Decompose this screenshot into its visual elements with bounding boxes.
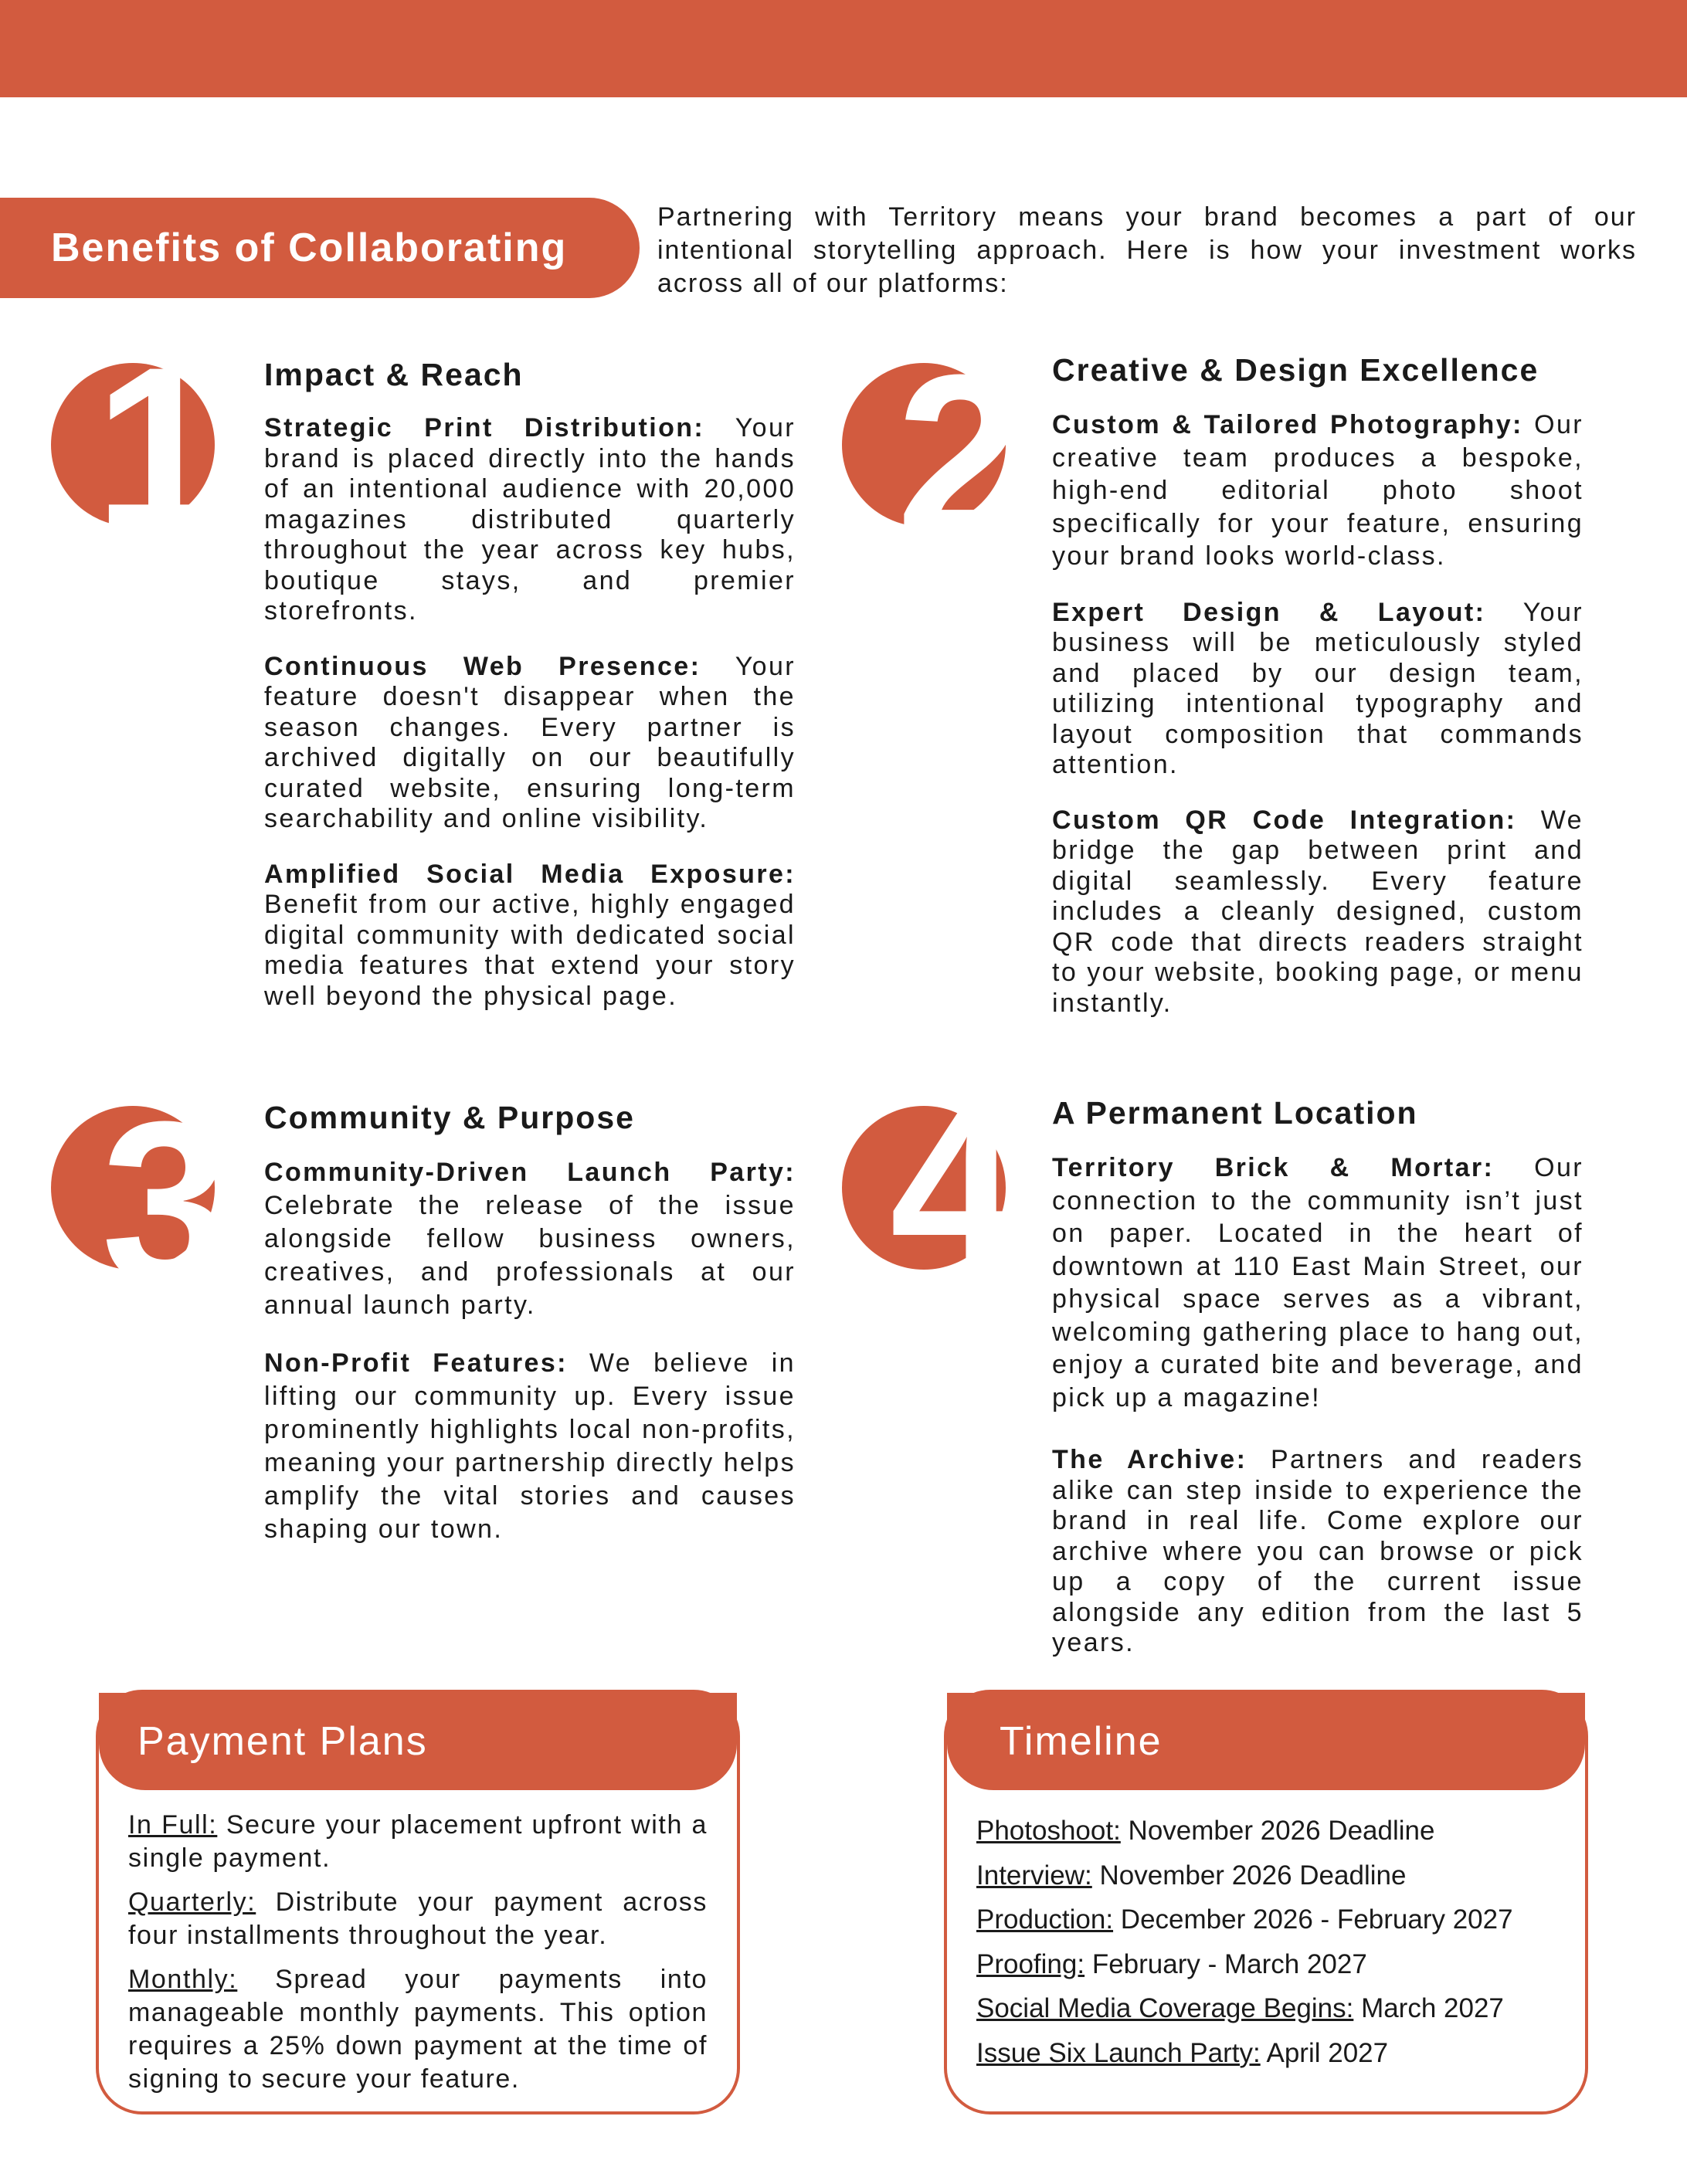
benefit-item: The Archive: Partners and readers alike can step inside to experience the brand in real life. Come explore our archive where you can browse or pick up a copy of the current issue alongside any edition from the last 5 years.	[1052, 1445, 1583, 1657]
benefit-item: Custom QR Code Integration: We bridge the gap between print and digital seamlessly. Every feature includes a cleanly designed, custom QR code that directs readers straight to your website, booking page, or menu instantly.	[1052, 805, 1583, 1018]
benefit-item: Strategic Print Distribution: Your brand is placed directly into the hands of an intentional audience with 20,000 magazines distributed quarterly throughout the year across key hubs, boutique stays, and premier storefronts.	[264, 413, 796, 626]
section-title: Impact & Reach	[264, 357, 524, 392]
benefit-item: Amplified Social Media Exposure: Benefit from our active, highly engaged digital community with dedicated social media features that extend your story well beyond the physical page.	[264, 859, 796, 1011]
section-title: Creative & Design Excellence	[1052, 352, 1539, 388]
section-title: A Permanent Location	[1052, 1095, 1418, 1131]
payment-option: In Full: Secure your placement upfront with a single payment.	[128, 1810, 708, 1873]
benefit-item: Non-Profit Features: We believe in lifting our community up. Every issue prominently highlights local non-profits, meaning your partnership directly helps amplify the vital stories and causes shaping our town.	[264, 1348, 796, 1544]
payment-option: Monthly: Spread your payments into manageable monthly payments. This option requires a 25% down payment at the time of signing to secure your feature.	[128, 1965, 708, 2094]
benefit-item: Custom & Tailored Photography: Our creative team produces a bespoke, high-end editorial photo shoot specifically for your feature, ensuring your brand looks world-class.	[1052, 410, 1583, 571]
intro-paragraph: Partnering with Territory means your brand becomes a part of our intentional storytelling approach. Here is how your investment works across all of our platforms:	[657, 202, 1637, 298]
payment-plans-box	[96, 1690, 740, 2114]
timeline-item: Proofing: February - March 2027	[976, 1948, 1367, 1979]
benefit-item: Expert Design & Layout: Your business will be meticulously styled and placed by our design team, utilizing intentional typography and layout composition that commands attention.	[1052, 597, 1583, 779]
benefits-title-banner	[0, 198, 640, 298]
section-number-badge-3: 3	[51, 1106, 215, 1270]
section-community-purpose	[264, 1100, 796, 1571]
timeline-item: Interview: November 2026 Deadline	[976, 1860, 1407, 1891]
timeline-item: Issue Six Launch Party: April 2027	[976, 2037, 1389, 2068]
section-number-badge-4: 4	[842, 1106, 1006, 1270]
section-number-badge-1: 1	[51, 363, 215, 527]
timeline-item: Production: December 2026 - February 2027	[976, 1904, 1513, 1935]
timeline-header	[947, 1693, 1585, 1790]
payment-plans-title: Payment Plans	[137, 1719, 428, 1764]
top-banner-bar	[0, 0, 1687, 97]
payment-option: Quarterly: Distribute your payment across four installments throughout the year.	[128, 1887, 708, 1950]
section-title: Community & Purpose	[264, 1100, 635, 1135]
timeline-item: Social Media Coverage Begins: March 2027	[976, 1993, 1504, 2023]
page-title: Benefits of Collaborating	[51, 226, 568, 270]
timeline-item: Photoshoot: November 2026 Deadline	[976, 1816, 1435, 1846]
benefit-item: Continuous Web Presence: Your feature doesn't disappear when the season changes. Every partner is archived digitally on our beautifully curated website, ensuring long-term searchability and online visibility.	[264, 651, 796, 833]
section-number-badge-2: 2	[842, 363, 1006, 527]
section-permanent-location	[1052, 1095, 1583, 1684]
benefit-item: Territory Brick & Mortar: Our connection to the community isn’t just on paper. Located in the heart of downtown at 110 East Main Street, our physical space serves as a vibrant, welcoming gathering place to hang out, enjoy a curated bite and beverage, and pick up a magazine!	[1052, 1153, 1583, 1412]
timeline-title: Timeline	[1000, 1719, 1163, 1764]
section-creative-design	[1052, 352, 1583, 1043]
timeline-box	[944, 1690, 1588, 2114]
payment-plans-header	[99, 1693, 737, 1790]
section-impact-reach	[264, 357, 796, 1036]
benefit-item: Community-Driven Launch Party: Celebrate the release of the issue alongside fellow business owners, creatives, and professionals at our annual launch party.	[264, 1158, 796, 1320]
